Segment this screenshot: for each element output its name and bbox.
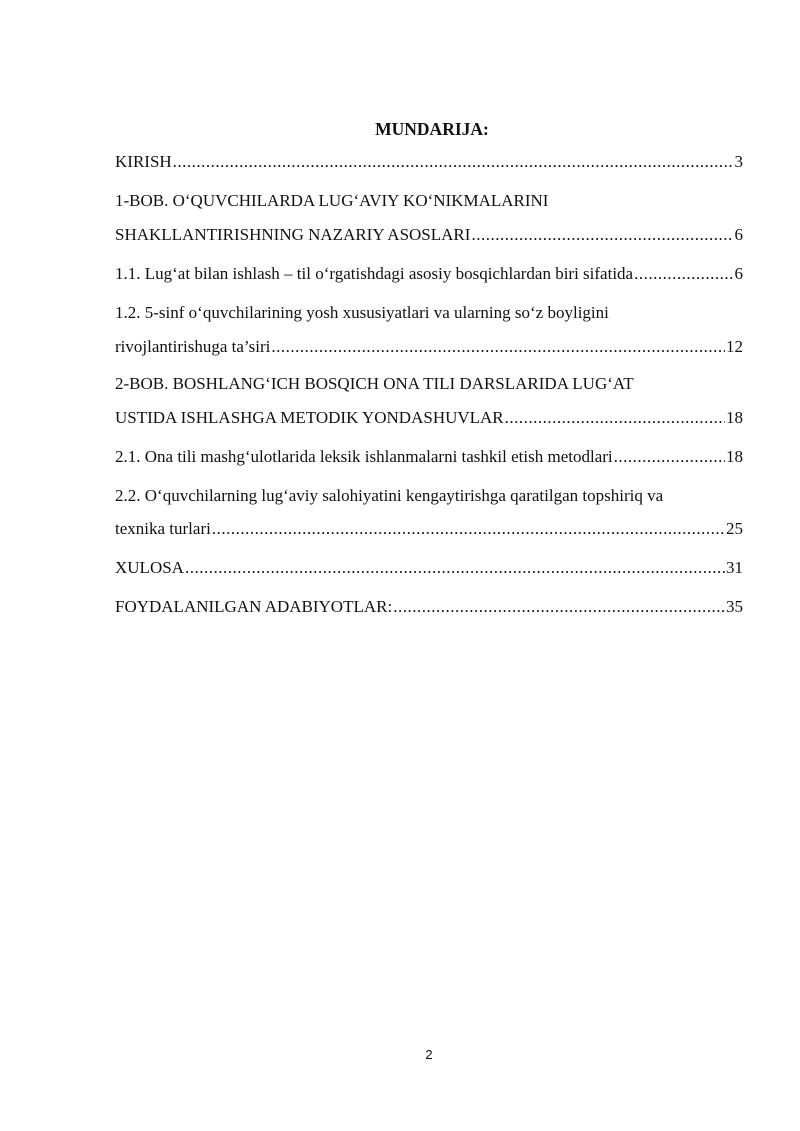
toc-entry-title: FOYDALANILGAN ADABIYOTLAR: xyxy=(115,597,393,616)
toc-entry-title-line: 1.2. 5-sinf o‘quvchilarining yosh xususiyatlari va ularning so‘z boyligini xyxy=(115,303,609,322)
toc-page-number: 18 xyxy=(726,447,743,466)
toc-entry-title-line: 2-BOB. BOSHLANG‘ICH BOSQICH ONA TILI DARSLARIDA LUG‘AT xyxy=(115,374,634,393)
toc-entry-chapter-2[interactable] xyxy=(115,374,743,430)
toc-entry-title: 1.1. Lug‘at bilan ishlash – til o‘rgatishdagi asosiy bosqichlardan biri sifatida xyxy=(115,264,634,283)
dot-leader xyxy=(271,337,725,357)
toc-entry-title-line: 2.2. O‘quvchilarning lug‘aviy salohiyatini kengaytirishga qaratilgan topshiriq va xyxy=(115,486,664,505)
toc-entry-title: SHAKLLANTIRISHNING NAZARIY ASOSLARI xyxy=(115,225,471,244)
toc-title: MUNDARIJA: xyxy=(375,119,489,139)
toc-page-number: 35 xyxy=(726,597,743,616)
toc-page-number: 6 xyxy=(734,225,743,244)
toc-entry-xulosa[interactable] xyxy=(115,558,743,580)
toc-page-number: 3 xyxy=(734,152,743,171)
toc-entry-title: KIRISH xyxy=(115,152,172,171)
toc-page-number: 18 xyxy=(726,408,743,427)
toc-entry-section-2-1[interactable] xyxy=(115,447,743,469)
toc-page-number: 12 xyxy=(726,337,743,356)
toc-entry-section-2-2[interactable] xyxy=(115,486,743,542)
toc-entry-references[interactable] xyxy=(115,597,743,619)
toc-page-number: 25 xyxy=(726,519,743,538)
dot-leader xyxy=(212,519,725,539)
toc-entry-title: XULOSA xyxy=(115,558,184,577)
toc-entry-title: USTIDA ISHLASHGA METODIK YONDASHUVLAR xyxy=(115,408,504,427)
dot-leader xyxy=(634,264,733,284)
dot-leader xyxy=(173,152,734,172)
dot-leader xyxy=(393,597,725,617)
toc-page-number: 6 xyxy=(734,264,743,283)
dot-leader xyxy=(185,558,725,578)
page-number: 2 xyxy=(425,1047,433,1062)
toc-entry-title: 2.1. Ona tili mashg‘ulotlarida leksik ishlanmalarni tashkil etish metodlari xyxy=(115,447,613,466)
dot-leader xyxy=(505,408,725,428)
dot-leader xyxy=(614,447,725,467)
toc-entry-title: rivojlantirishuga ta’siri xyxy=(115,337,271,356)
toc-page-number: 31 xyxy=(726,558,743,577)
toc-entry-kirish[interactable] xyxy=(115,152,743,174)
toc-entry-chapter-1[interactable] xyxy=(115,191,743,247)
toc-entry-section-1-1[interactable] xyxy=(115,264,743,286)
toc-entry-title: texnika turlari xyxy=(115,519,211,538)
toc-entry-section-1-2[interactable] xyxy=(115,303,743,359)
dot-leader xyxy=(471,225,733,245)
toc-entry-title-line: 1-BOB. O‘QUVCHILARDA LUG‘AVIY KO‘NIKMALARINI xyxy=(115,191,549,210)
